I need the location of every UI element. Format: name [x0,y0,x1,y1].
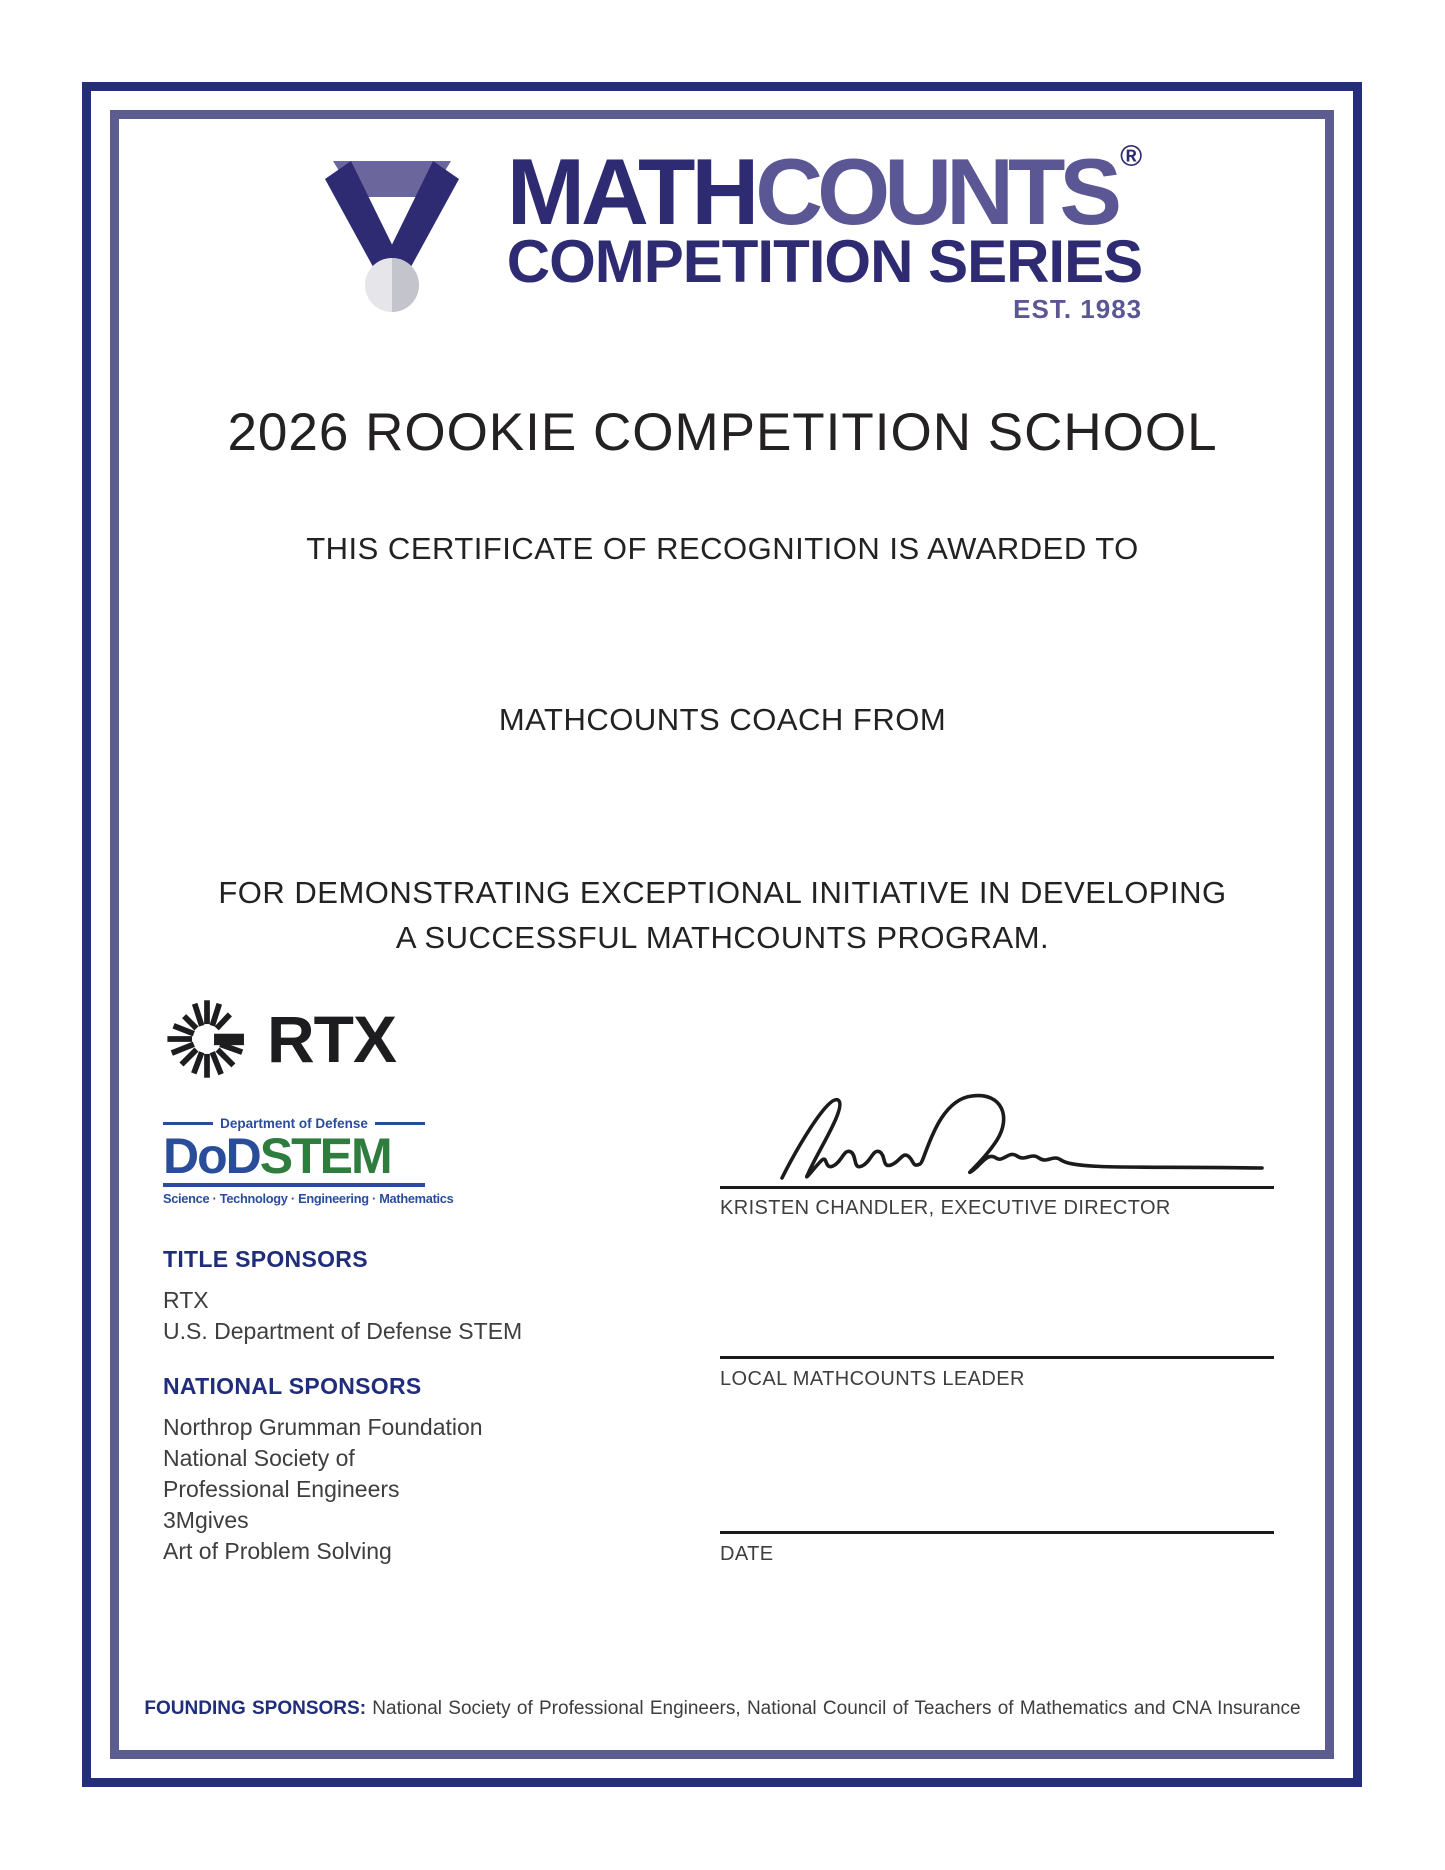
date-block [720,1531,1274,1566]
logo-math: MATH [506,139,756,244]
title-sponsors-section [163,1246,522,1347]
list-item: Art of Problem Solving [163,1538,392,1564]
citation-line-1: FOR DEMONSTRATING EXCEPTIONAL INITIATIVE IN DEVELOPING [218,875,1227,910]
dod-stem-tagline: Science · Technology · Engineering · Mathematics [163,1190,454,1206]
title-sponsors-heading: TITLE SPONSORS [163,1246,368,1272]
award-line: THIS CERTIFICATE OF RECOGNITION IS AWARDED TO [306,531,1139,566]
stem-text: STEM [259,1128,391,1184]
title-sponsors-list [163,1285,522,1347]
rule-right [375,1122,425,1125]
dod-text: DoD [163,1128,260,1184]
medal-ribbon-icon [303,145,481,321]
logo-counts: COUNTS [755,139,1117,244]
list-item: 3Mgives [163,1507,249,1533]
list-item: Northrop Grumman Foundation [163,1414,483,1440]
logo-established: EST. 1983 [1013,294,1143,325]
rtx-starburst-icon [163,995,251,1083]
national-sponsors-section [163,1373,483,1567]
date-label: DATE [720,1543,774,1565]
citation-line-2: A SUCCESSFUL MATHCOUNTS PROGRAM. [395,920,1050,955]
list-item: U.S. Department of Defense STEM [163,1318,523,1344]
registered-trademark: ® [1120,140,1143,173]
dod-stem-header-text: Department of Defense [220,1116,368,1131]
logo-series-wrap [506,228,1143,325]
list-item: Professional Engineers [163,1476,400,1502]
rtx-logo [163,995,396,1083]
local-leader-line [720,1356,1274,1359]
founding-sponsors-text: National Society of Professional Engineers, National Council of Teachers of Mathematics and CNA Insurance [372,1698,1301,1719]
founding-sponsors-footer [0,1698,1445,1720]
rtx-wordmark: RTX [267,1002,396,1076]
citation-text [0,870,1445,960]
mathcounts-logo [0,139,1445,325]
dod-stem-wordmark [163,1128,425,1184]
rule-left [163,1122,213,1125]
certificate-title: 2026 ROOKIE COMPETITION SCHOOL [227,403,1218,462]
logo-wordmark [506,139,1143,244]
local-leader-block [720,1356,1274,1391]
logo-subtitle: COMPETITION SERIES [506,228,1143,296]
list-item: RTX [163,1287,209,1313]
founding-sponsors-heading: FOUNDING SPONSORS: [144,1698,367,1719]
logo-text [506,139,1143,325]
executive-director-label: KRISTEN CHANDLER, EXECUTIVE DIRECTOR [720,1197,1171,1219]
executive-signature-block [720,1092,1274,1220]
signature-ink [720,1092,1274,1186]
dod-stem-logo [163,1116,454,1206]
local-leader-label: LOCAL MATHCOUNTS LEADER [720,1368,1025,1390]
national-sponsors-list [163,1412,483,1567]
signature-line [720,1186,1274,1189]
list-item: National Society of [163,1445,355,1471]
national-sponsors-heading: NATIONAL SPONSORS [163,1373,422,1399]
date-line [720,1531,1274,1534]
recipient-line: MATHCOUNTS COACH FROM [498,702,947,737]
